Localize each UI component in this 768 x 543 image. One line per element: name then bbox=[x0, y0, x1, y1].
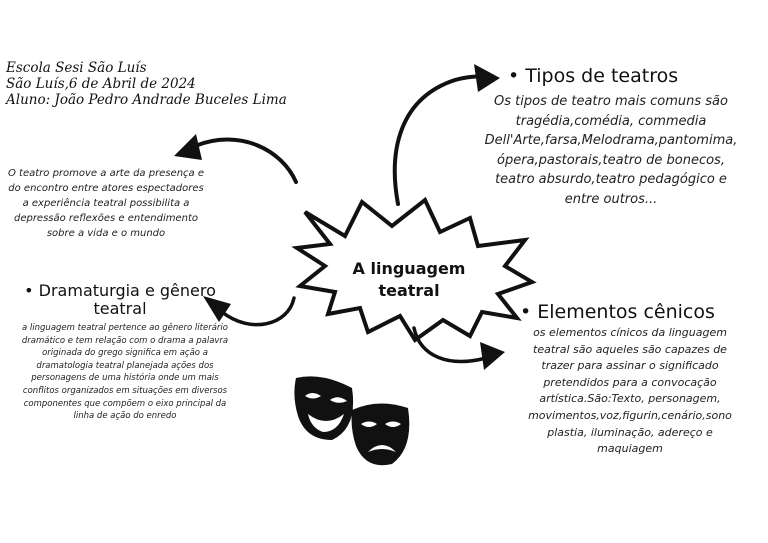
center-title bbox=[334, 258, 484, 302]
elementos-body: os elementos cínicos da linguagem teatral são aqueles são capazes de trazer para assinar o significado pretendidos para a convocação artística.São:Texto, personagem, movimentos,voz,figurin,cenário,sono plastia, iluminação, adereço e maquiagem bbox=[528, 326, 732, 456]
dramaturgia-title: • Dramaturgia e gênero teatral bbox=[24, 281, 216, 319]
center-title-line1: A linguagem bbox=[352, 259, 466, 278]
arrow-head-tipos bbox=[474, 64, 500, 92]
arrow-head-intro bbox=[174, 134, 202, 160]
tipos-title: • Tipos de teatros bbox=[508, 65, 679, 87]
comedy-tragedy-masks-icon bbox=[294, 376, 409, 465]
center-title-line2: teatral bbox=[378, 281, 440, 300]
arrow-to-dramaturgia bbox=[222, 298, 294, 325]
arrow-to-intro bbox=[195, 140, 296, 182]
date-line: São Luís,6 de Abril de 2024 bbox=[6, 76, 196, 92]
elementos-title: • Elementos cênicos bbox=[520, 301, 715, 323]
intro-text: O teatro promove a arte da presença e do encontro entre atores espectadores a experiência teatral possibilita a depressão reflexões e entendimento sobre a vida e o mundo bbox=[8, 168, 204, 239]
header bbox=[6, 60, 351, 108]
tipos-body: Os tipos de teatro mais comuns são tragédia,comédia, commedia Dell'Arte,farsa,Melodrama,pantomima, ópera,pastorais,teatro de bonecos, teatro absurdo,teatro pedagógico e entre outros... bbox=[484, 94, 738, 207]
dramaturgia-body: a linguagem teatral pertence ao gênero literário dramático e tem relação com o drama a palavra originada do grego significa em ação a dramatologia teatral planejada ações dos personagens de uma história onde um mais conflitos organizados em situações em diversos componentes que compõem o eixo principal da linha de ação do enredo bbox=[21, 323, 229, 422]
school-name: Escola Sesi São Luís bbox=[6, 60, 147, 76]
student-name: Aluno: João Pedro Andrade Buceles Lima bbox=[6, 92, 287, 108]
arrow-head-elementos bbox=[480, 342, 505, 370]
